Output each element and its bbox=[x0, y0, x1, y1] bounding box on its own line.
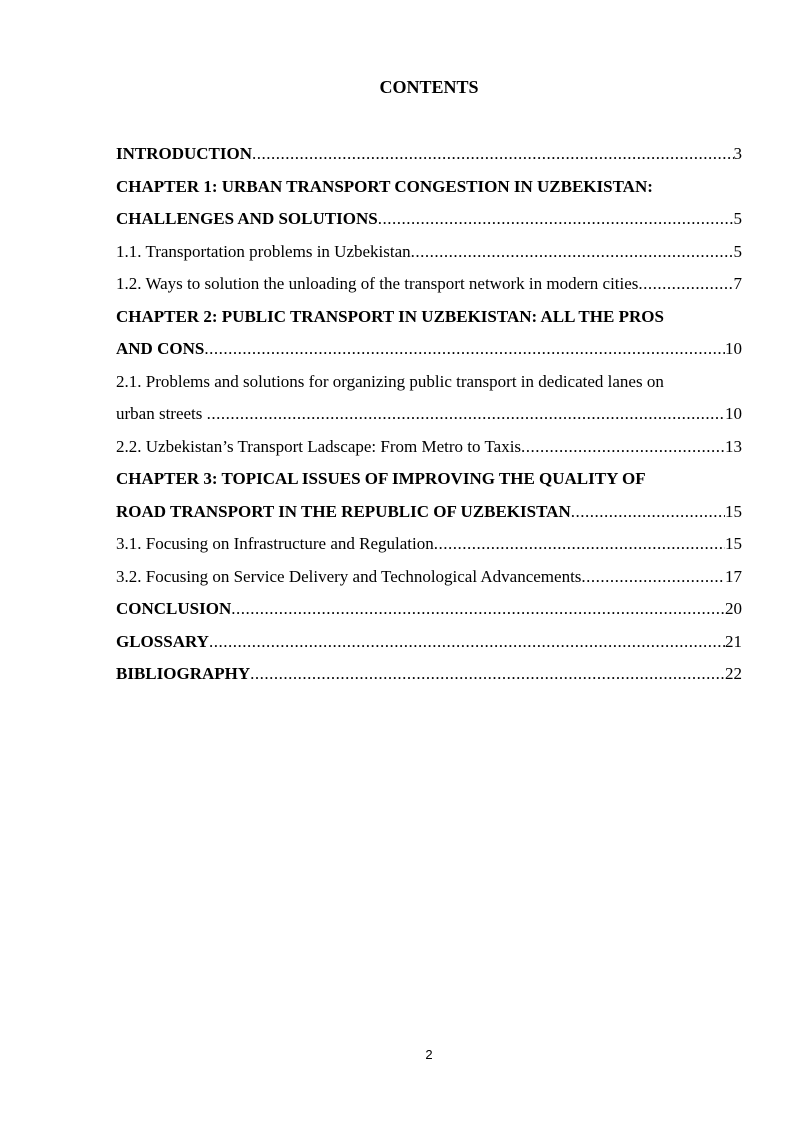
toc-page-number: 13 bbox=[725, 436, 742, 456]
toc-entry[interactable] bbox=[116, 268, 742, 301]
toc-entry[interactable] bbox=[116, 333, 742, 366]
toc-entry-title: CONCLUSION bbox=[116, 599, 232, 618]
toc-entry-title: 3.1. Focusing on Infrastructure and Regulation bbox=[116, 534, 434, 553]
toc-page-number: 15 bbox=[725, 501, 742, 521]
toc-entry-title: 1.1. Transportation problems in Uzbekistan bbox=[116, 241, 411, 261]
contents-title: CONTENTS bbox=[379, 77, 479, 97]
toc-entry-line: CHAPTER 2: PUBLIC TRANSPORT IN UZBEKISTAN: ALL THE PROS bbox=[116, 306, 664, 326]
toc-entry[interactable] bbox=[116, 528, 742, 561]
toc-page-number: 15 bbox=[725, 534, 742, 553]
toc-page-number: 5 bbox=[733, 209, 742, 228]
toc-page-number: 7 bbox=[733, 274, 742, 293]
toc-entry[interactable] bbox=[116, 561, 742, 594]
toc-entry-title: urban streets bbox=[116, 404, 207, 423]
toc-entry-title: ROAD TRANSPORT IN THE REPUBLIC OF UZBEKISTAN bbox=[116, 501, 571, 521]
toc-entry[interactable] bbox=[116, 236, 742, 269]
toc-page-number: 17 bbox=[725, 566, 742, 586]
toc-entry-line: CHAPTER 1: URBAN TRANSPORT CONGESTION IN UZBEKISTAN: bbox=[116, 176, 653, 196]
toc-entry[interactable] bbox=[116, 203, 742, 236]
toc-dot-leader bbox=[231, 593, 725, 626]
toc-page-number: 20 bbox=[725, 599, 742, 618]
toc-entry-line: CHAPTER 3: TOPICAL ISSUES OF IMPROVING THE QUALITY OF bbox=[116, 469, 646, 488]
toc-entry-title: 3.2. Focusing on Service Delivery and Technological Advancements bbox=[116, 566, 582, 586]
toc-dot-leader bbox=[521, 431, 725, 464]
toc-entry[interactable] bbox=[116, 138, 742, 171]
toc-dot-leader bbox=[638, 268, 733, 301]
toc-page-number: 3 bbox=[733, 144, 742, 163]
toc-entry[interactable] bbox=[116, 626, 742, 659]
toc-entry-title: AND CONS bbox=[116, 339, 205, 358]
toc-entry-title: 2.2. Uzbekistan’s Transport Ladscape: From Metro to Taxis bbox=[116, 436, 522, 456]
toc-page-number: 10 bbox=[725, 339, 742, 358]
toc-dot-leader bbox=[250, 658, 725, 691]
toc-dot-leader bbox=[581, 561, 725, 594]
toc-entry-title: 1.2. Ways to solution the unloading of the transport network in modern cities bbox=[116, 274, 639, 293]
toc-page-number: 21 bbox=[725, 631, 742, 651]
toc-page-number: 10 bbox=[725, 404, 742, 423]
toc-entry-title: INTRODUCTION bbox=[116, 144, 253, 163]
toc-entry[interactable] bbox=[116, 658, 742, 691]
toc-entry-line: 2.1. Problems and solutions for organizing public transport in dedicated lanes on bbox=[116, 371, 664, 391]
toc-entry[interactable] bbox=[116, 398, 742, 431]
toc-dot-leader bbox=[207, 398, 725, 431]
toc-dot-leader bbox=[434, 528, 725, 561]
toc-page-number: 22 bbox=[725, 664, 742, 683]
toc-entry-title: BIBLIOGRAPHY bbox=[116, 664, 251, 683]
toc-dot-leader bbox=[252, 138, 733, 171]
page-number: 2 bbox=[425, 1047, 433, 1062]
toc-entry-title: CHALLENGES AND SOLUTIONS bbox=[116, 209, 378, 228]
toc-dot-leader bbox=[204, 333, 725, 366]
table-of-contents bbox=[116, 138, 742, 691]
toc-dot-leader bbox=[571, 496, 725, 529]
toc-dot-leader bbox=[411, 236, 734, 269]
toc-dot-leader bbox=[209, 626, 725, 659]
toc-dot-leader bbox=[378, 203, 734, 236]
toc-entry[interactable] bbox=[116, 593, 742, 626]
toc-entry-title: GLOSSARY bbox=[116, 631, 209, 651]
toc-entry[interactable] bbox=[116, 496, 742, 529]
toc-page-number: 5 bbox=[733, 241, 742, 261]
toc-entry[interactable] bbox=[116, 431, 742, 464]
